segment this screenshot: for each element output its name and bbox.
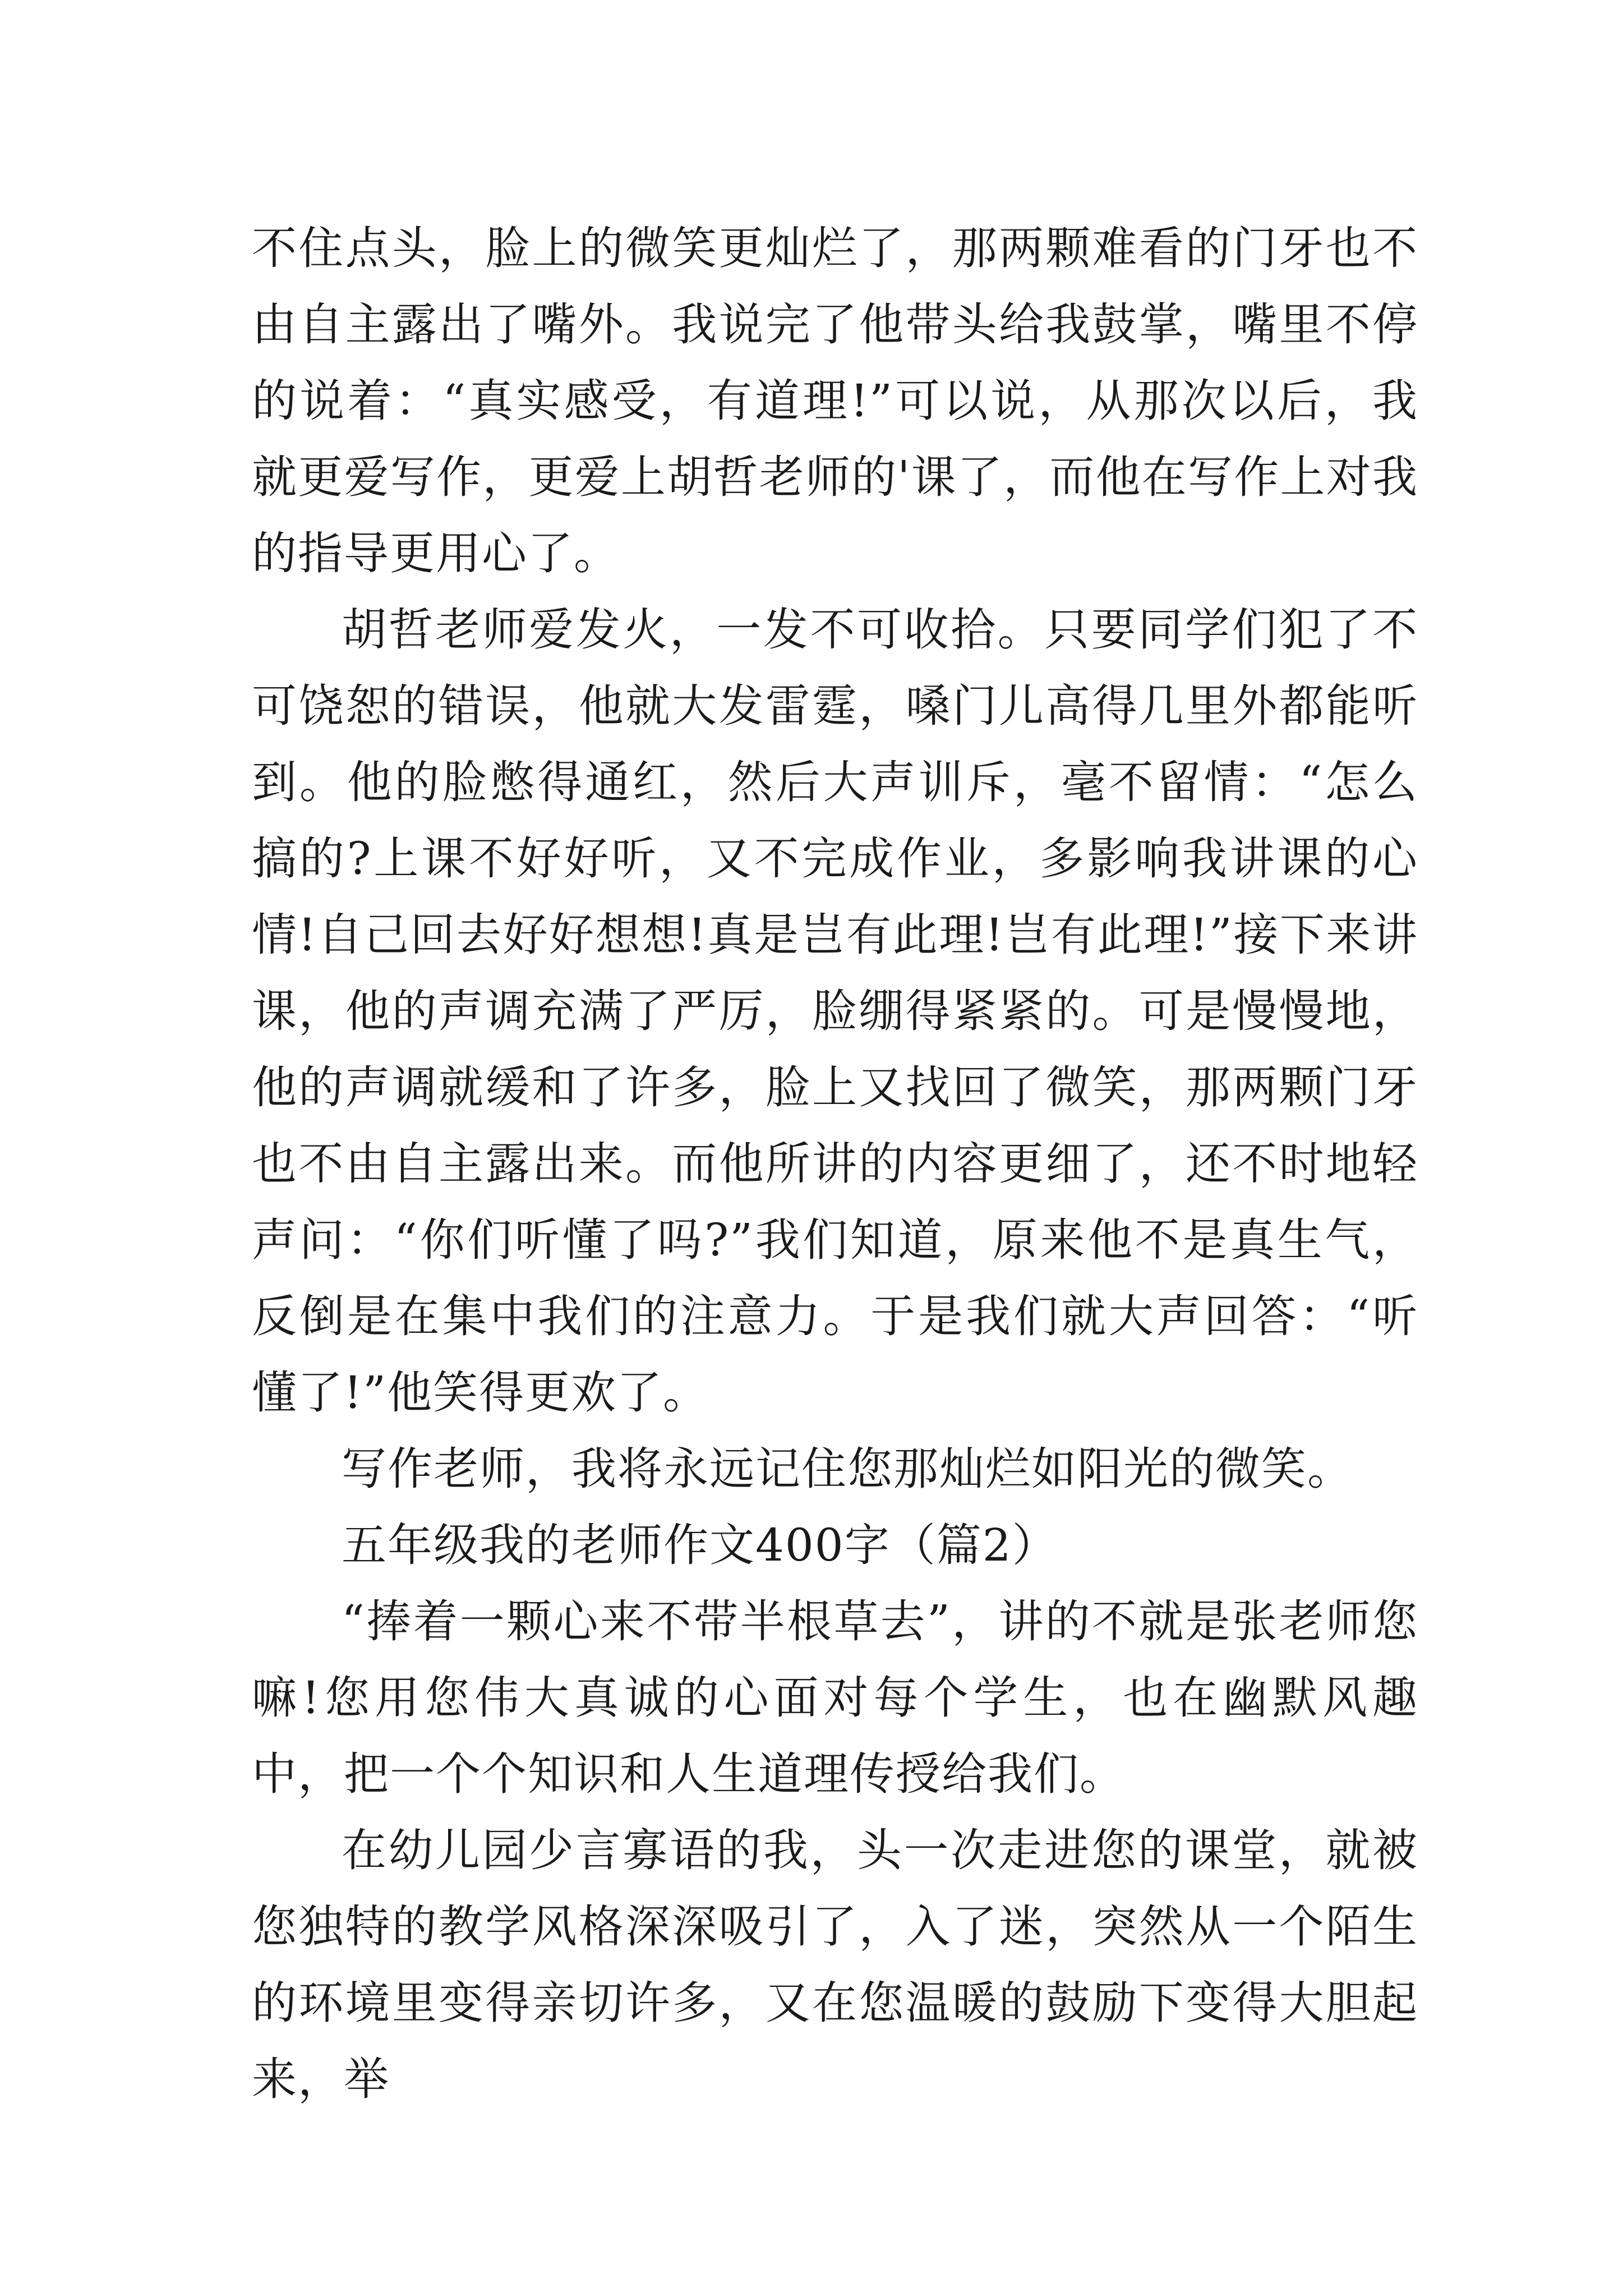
essay-section-heading: 五年级我的老师作文400字（篇2）: [342, 1519, 1058, 1571]
document-body: [252, 210, 1418, 2118]
paragraph-6: 在幼儿园少言寡语的我，头一次走进您的课堂，就被您独特的教学风格深深吸引了，入了迷，突然从一个陌生的环境里变得亲切许多，又在您温暖的鼓励下变得大胆起来，举: [252, 1824, 1418, 2105]
paragraph-1: 不住点头，脸上的微笑更灿烂了，那两颗难看的门牙也不由自主露出了嘴外。我说完了他带头给我鼓掌，嘴里不停的说着：“真实感受，有道理!”可以说，从那次以后，我就更爱写作，更爱上胡哲老师的'课了，而他在写作上对我的指导更用心了。: [252, 222, 1418, 579]
paragraph-5: “捧着一颗心来不带半根草去”，讲的不就是张老师您嘛!您用您伟大真诚的心面对每个学生，也在幽默风趣中，把一个个知识和人生道理传授给我们。: [252, 1595, 1418, 1800]
paragraph-2: 胡哲老师爱发火，一发不可收拾。只要同学们犯了不可饶恕的错误，他就大发雷霆，嗓门儿高得几里外都能听到。他的脸憋得通红，然后大声训斥，毫不留情：“怎么搞的?上课不好好听，又不完成作业，多影响我讲课的心情!自己回去好好想想!真是岂有此理!岂有此理!”接下来讲课，他的声调充满了严厉，脸绷得紧紧的。可是慢慢地，他的声调就缓和了许多，脸上又找回了微笑，那两颗门牙也不由自主露出来。而他所讲的内容更细了，还不时地轻声问：“你们听懂了吗?”我们知道，原来他不是真生气，反倒是在集中我们的注意力。于是我们就大声回答：“听懂了!”他笑得更欢了。: [252, 604, 1418, 1419]
paragraph-3: 写作老师，我将永远记住您那灿烂如阳光的微笑。: [342, 1443, 1353, 1495]
